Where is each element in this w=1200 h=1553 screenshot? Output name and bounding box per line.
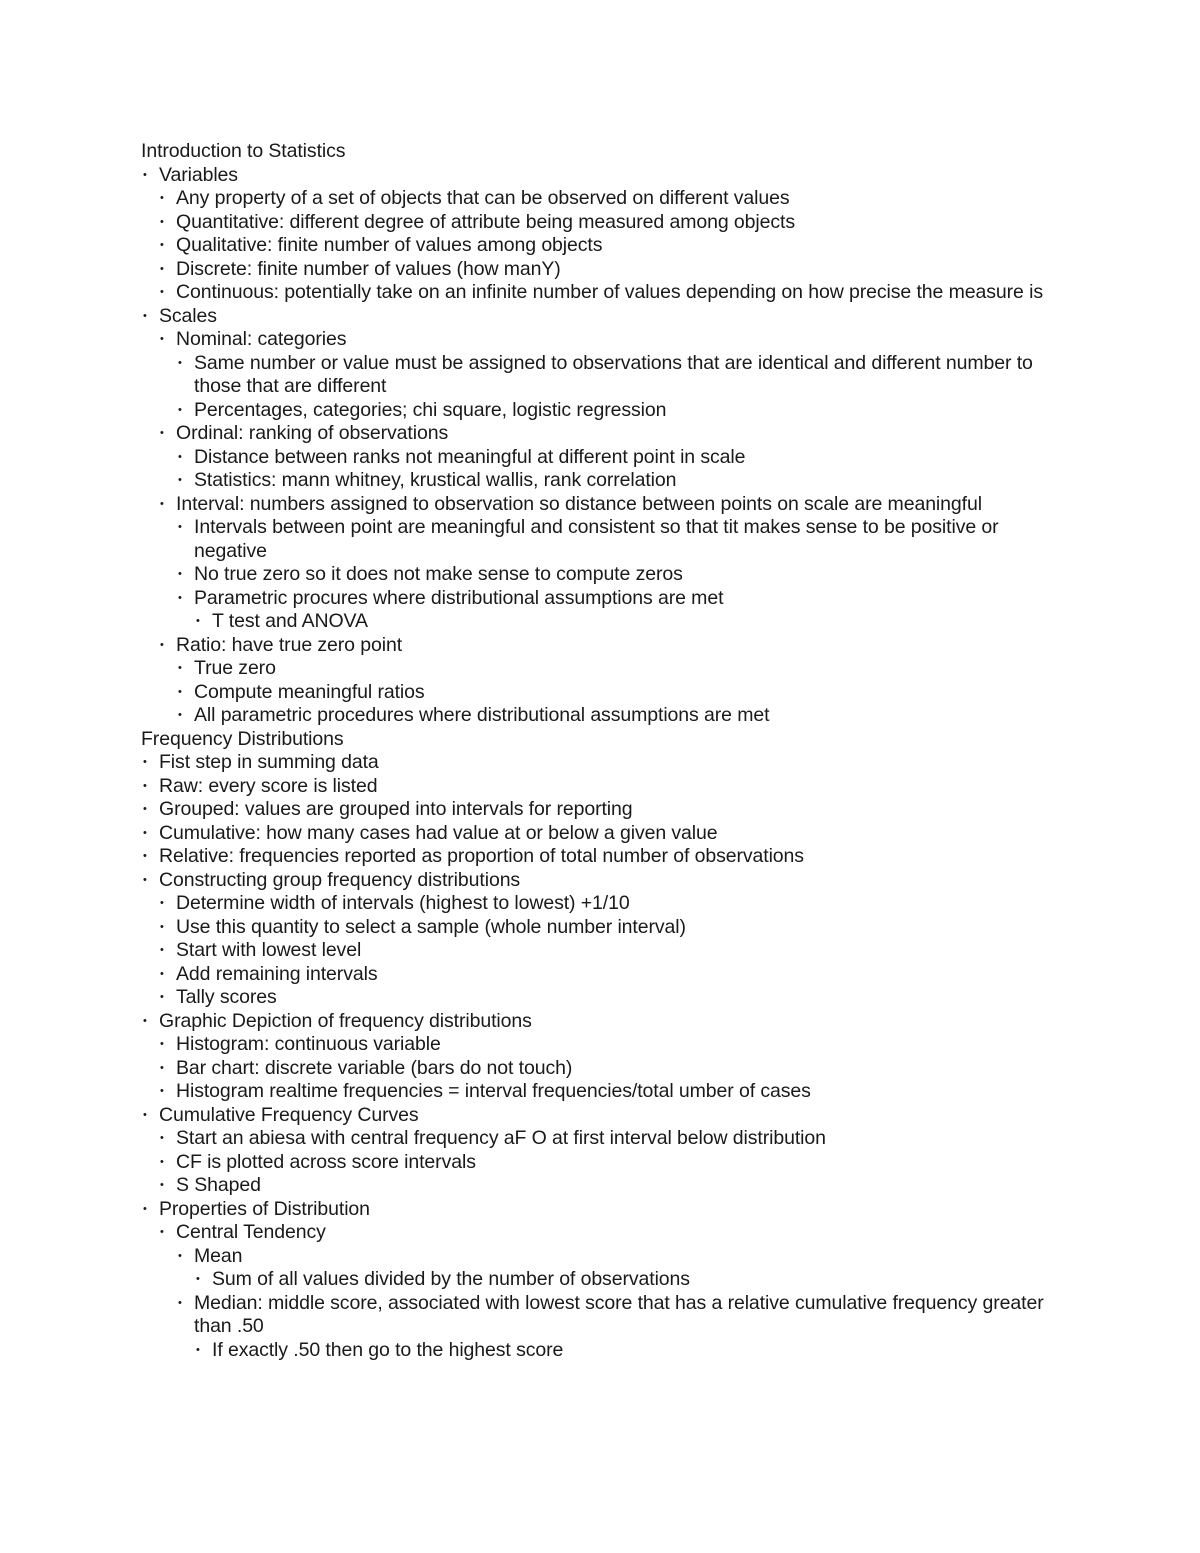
outline-item-level-2	[141, 939, 1071, 963]
outline-text: Histogram: continuous variable	[176, 1033, 441, 1055]
outline-item-level-3	[141, 563, 1071, 587]
outline-text: Introduction to Statistics	[141, 140, 346, 162]
bullet-icon: •	[196, 1273, 200, 1285]
outline-item-level-1	[141, 845, 1071, 869]
outline-text: If exactly .50 then go to the highest score	[212, 1338, 564, 1361]
outline-text: Fist step in summing data	[159, 751, 379, 773]
outline-text: Start with lowest level	[176, 939, 362, 961]
outline-item-level-2	[141, 211, 1071, 235]
outline-item-level-1	[141, 751, 1071, 775]
outline-text: S Shaped	[176, 1174, 261, 1196]
outline-item-level-1	[141, 164, 1071, 188]
outline-text: Ratio: have true zero point	[176, 633, 403, 656]
outline-text: Any property of a set of objects that can be observed on different values	[176, 187, 790, 209]
bullet-icon: •	[178, 591, 182, 604]
outline-item-level-2	[141, 986, 1071, 1010]
outline-text: CF is plotted across score intervals	[176, 1150, 476, 1173]
outline-text: Raw: every score is listed	[159, 774, 378, 797]
bullet-icon: •	[178, 1249, 182, 1262]
bullet-icon: •	[178, 662, 182, 674]
outline-item-level-3	[141, 1292, 1071, 1339]
bullet-icon: •	[143, 1014, 147, 1027]
outline-item-level-1	[141, 869, 1071, 893]
outline-item-level-3	[141, 657, 1071, 681]
outline-item-level-3	[141, 516, 1071, 563]
outline-item-level-2	[141, 1033, 1071, 1057]
bullet-icon: •	[160, 944, 164, 956]
bullet-icon: •	[143, 309, 147, 322]
outline-item-level-3	[141, 352, 1071, 399]
bullet-icon: •	[178, 403, 182, 416]
bullet-icon: •	[143, 779, 147, 792]
outline-text: Central Tendency	[176, 1221, 326, 1243]
outline-item-level-2	[141, 916, 1071, 940]
outline-item-level-1	[141, 775, 1071, 799]
bullet-icon: •	[178, 356, 182, 369]
bullet-icon: •	[178, 685, 182, 698]
bullet-icon: •	[196, 1343, 200, 1356]
bullet-icon: •	[196, 615, 200, 627]
outline-item-level-2	[141, 1151, 1071, 1175]
bullet-icon: •	[160, 215, 164, 228]
outline-item-level-1	[141, 305, 1071, 329]
outline-item-level-4	[141, 1339, 1071, 1363]
outline-item-level-3	[141, 399, 1071, 423]
outline-text: Grouped: values are grouped into intervals for reporting	[159, 798, 633, 820]
outline-text: Graphic Depiction of frequency distributions	[159, 1009, 532, 1032]
outline-item-level-2	[141, 281, 1071, 305]
bullet-icon: •	[160, 1226, 164, 1238]
outline-text: Histogram realtime frequencies = interval frequencies/total umber of cases	[176, 1080, 811, 1102]
outline-item-level-2	[141, 1127, 1071, 1151]
outline-item-level-1	[141, 1198, 1071, 1222]
outline-text: All parametric procedures where distributional assumptions are met	[194, 704, 770, 726]
outline-item-level-2	[141, 328, 1071, 352]
outline-text: Compute meaningful ratios	[194, 680, 425, 703]
bullet-icon: •	[178, 450, 182, 463]
section-heading	[141, 140, 1071, 164]
outline-text: Determine width of intervals (highest to lowest) +1/10	[176, 892, 630, 914]
bullet-icon: •	[160, 1038, 164, 1050]
bullet-icon: •	[143, 168, 147, 181]
outline-text: Scales	[159, 304, 217, 327]
outline-item-level-3	[141, 704, 1071, 728]
bullet-icon: •	[160, 497, 164, 510]
outline-text: Variables	[159, 163, 238, 186]
outline-text: Ordinal: ranking of observations	[176, 422, 449, 444]
outline-item-level-1	[141, 798, 1071, 822]
outline-text: Continuous: potentially take on an infinite number of values depending on how precise the measure is	[176, 281, 1043, 303]
bullet-icon: •	[178, 709, 182, 721]
outline-text: Bar chart: discrete variable (bars do not touch)	[176, 1056, 573, 1079]
bullet-icon: •	[160, 1132, 164, 1144]
bullet-icon: •	[143, 1108, 147, 1121]
outline-item-level-2	[141, 1221, 1071, 1245]
outline-item-level-3	[141, 587, 1071, 611]
bullet-icon: •	[160, 427, 164, 439]
outline-item-level-2	[141, 422, 1071, 446]
outline-text: No true zero so it does not make sense to compute zeros	[194, 563, 683, 585]
document-page	[141, 140, 1071, 1362]
outline-item-level-3	[141, 681, 1071, 705]
outline-text: Parametric procures where distributional assumptions are met	[194, 586, 724, 609]
outline-text: Cumulative: how many cases had value at or below a given value	[159, 821, 718, 844]
bullet-icon: •	[160, 638, 164, 651]
outline-item-level-3	[141, 1245, 1071, 1269]
outline-item-level-1	[141, 822, 1071, 846]
outline-text: Distance between ranks not meaningful at different point in scale	[194, 445, 746, 468]
outline-text: Median: middle score, associated with lowest score that has a relative cumulative frequency greater than .50	[194, 1291, 1044, 1337]
outline-text: Sum of all values divided by the number of observations	[212, 1268, 690, 1290]
outline-item-level-2	[141, 963, 1071, 987]
outline-text: Properties of Distribution	[159, 1197, 370, 1220]
outline-text: Same number or value must be assigned to observations that are identical and different number to those that are different	[194, 351, 1033, 397]
bullet-icon: •	[143, 826, 147, 839]
bullet-icon: •	[178, 1296, 182, 1309]
bullet-icon: •	[160, 1155, 164, 1168]
outline-item-level-2	[141, 258, 1071, 282]
outline-item-level-2	[141, 187, 1071, 211]
outline-text: Relative: frequencies reported as proportion of total number of observations	[159, 845, 804, 867]
bullet-icon: •	[160, 1085, 164, 1097]
outline-text: Add remaining intervals	[176, 962, 378, 985]
section-heading	[141, 728, 1071, 752]
bullet-icon: •	[178, 568, 182, 580]
outline-text: Frequency Distributions	[141, 727, 344, 750]
bullet-icon: •	[160, 192, 164, 204]
bullet-icon: •	[143, 850, 147, 862]
outline-text: Mean	[194, 1244, 243, 1267]
bullet-icon: •	[160, 239, 164, 251]
outline-text: Statistics: mann whitney, krustical wallis, rank correlation	[194, 469, 677, 491]
outline-item-level-2	[141, 1057, 1071, 1081]
outline-text: Constructing group frequency distributions	[159, 868, 521, 891]
outline-text: Quantitative: different degree of attribute being measured among objects	[176, 210, 796, 233]
bullet-icon: •	[143, 873, 147, 886]
outline-item-level-2	[141, 234, 1071, 258]
outline-text: Nominal: categories	[176, 328, 347, 350]
outline-text: Percentages, categories; chi square, logistic regression	[194, 398, 667, 421]
outline-item-level-1	[141, 1010, 1071, 1034]
outline-item-level-1	[141, 1104, 1071, 1128]
outline-item-level-4	[141, 1268, 1071, 1292]
bullet-icon: •	[143, 1202, 147, 1215]
outline-text: Use this quantity to select a sample (whole number interval)	[176, 915, 686, 938]
outline-item-level-2	[141, 1174, 1071, 1198]
outline-item-level-4	[141, 610, 1071, 634]
outline-item-level-3	[141, 469, 1071, 493]
outline-item-level-2	[141, 1080, 1071, 1104]
bullet-icon: •	[160, 333, 164, 345]
bullet-icon: •	[160, 897, 164, 909]
bullet-icon: •	[178, 474, 182, 486]
outline-item-level-2	[141, 493, 1071, 517]
bullet-icon: •	[160, 1061, 164, 1074]
bullet-icon: •	[178, 521, 182, 533]
outline-item-level-2	[141, 634, 1071, 658]
bullet-icon: •	[160, 1179, 164, 1191]
outline-text: True zero	[194, 657, 276, 679]
outline-text: Discrete: finite number of values (how manY)	[176, 257, 561, 280]
bullet-icon: •	[143, 756, 147, 768]
bullet-icon: •	[143, 803, 147, 815]
outline-text: Start an abiesa with central frequency aF O at first interval below distribution	[176, 1127, 826, 1149]
outline-text: T test and ANOVA	[212, 610, 368, 632]
outline-text: Cumulative Frequency Curves	[159, 1103, 419, 1126]
bullet-icon: •	[160, 286, 164, 298]
outline-text: Qualitative: finite number of values among objects	[176, 234, 603, 256]
bullet-icon: •	[160, 262, 164, 275]
bullet-icon: •	[160, 967, 164, 980]
outline-item-level-2	[141, 892, 1071, 916]
bullet-icon: •	[160, 991, 164, 1003]
outline-text: Intervals between point are meaningful and consistent so that tit makes sense to be positive or negative	[194, 516, 999, 562]
bullet-icon: •	[160, 920, 164, 933]
outline-text: Tally scores	[176, 986, 277, 1008]
outline-item-level-3	[141, 446, 1071, 470]
outline-text: Interval: numbers assigned to observation so distance between points on scale are meaningful	[176, 492, 982, 515]
